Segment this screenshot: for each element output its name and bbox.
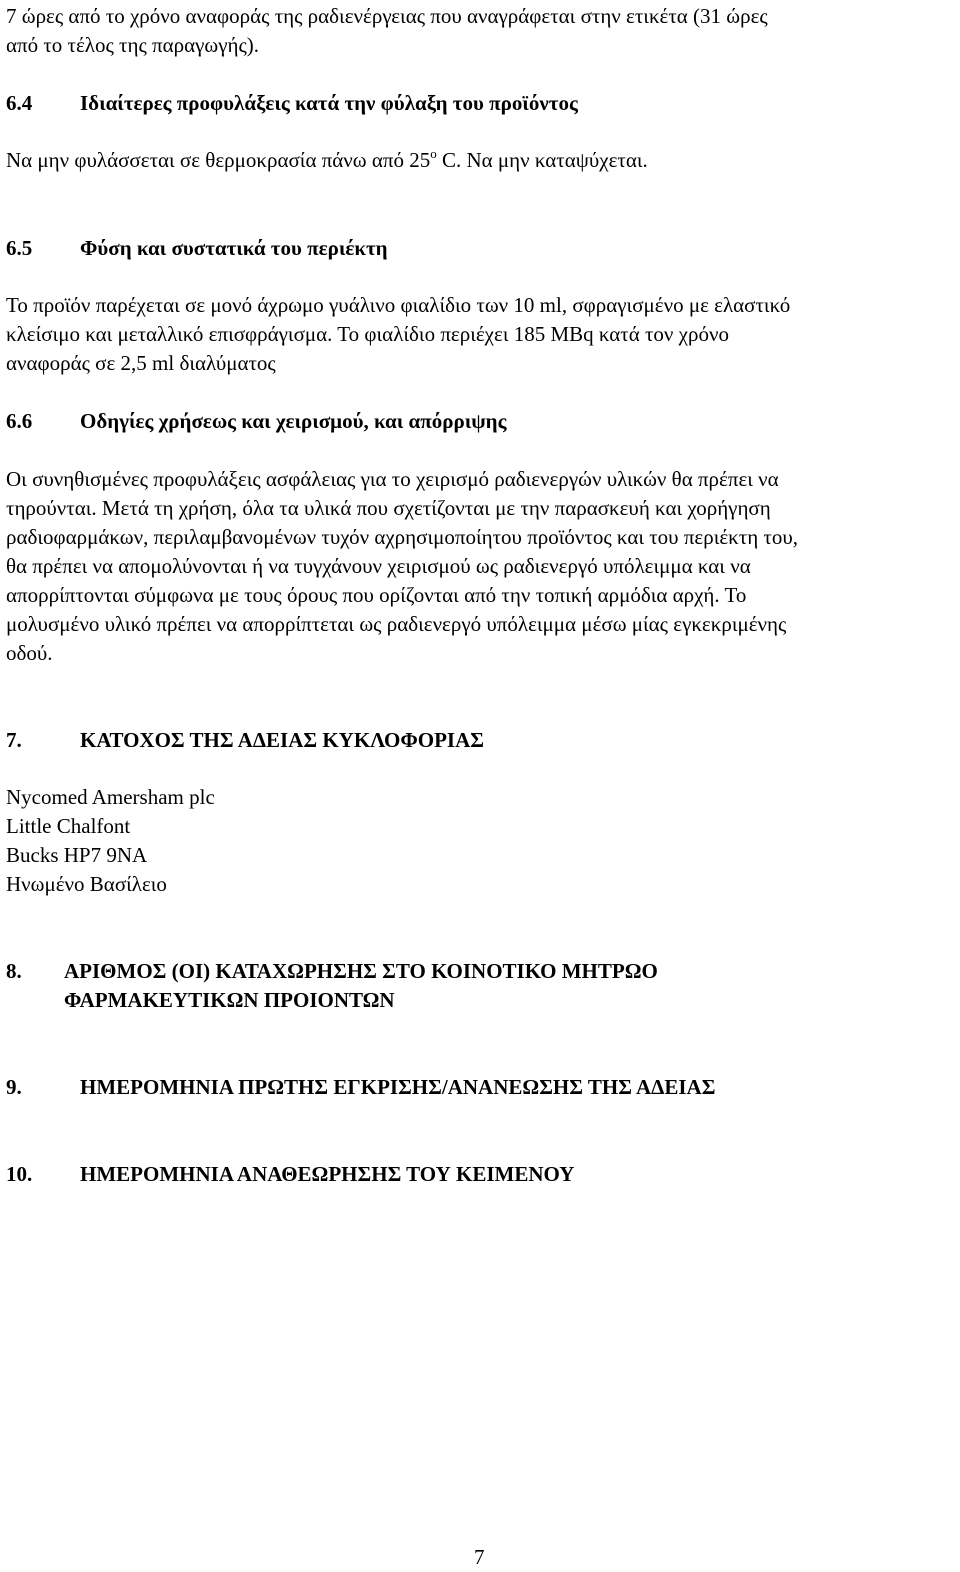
address-line: Ηνωμένο Βασίλειο (6, 872, 167, 896)
address-line: Little Chalfont (6, 814, 131, 838)
section-6-4-heading (6, 90, 578, 116)
section-7-heading (6, 727, 484, 753)
section-8-heading (6, 958, 658, 984)
section-number: 6.6 (6, 409, 33, 433)
paragraph-line: απορρίπτονται σύμφωνα με τους όρους που ορίζονται από την τοπική αρμόδια αρχή. Το (6, 583, 747, 607)
paragraph-line: τηρούνται. Μετά τη χρήση, όλα τα υλικά που σχετίζονται με την παρασκευή και χορήγηση (6, 496, 771, 520)
section-number: 6.4 (6, 91, 33, 115)
section-title: ΚΑΤΟΧΟΣ ΤΗΣ ΑΔΕΙΑΣ ΚΥΚΛΟΦΟΡΙΑΣ (80, 728, 484, 752)
section-title-line-1: ΑΡΙΘΜΟΣ (ΟΙ) ΚΑΤΑΧΩΡΗΣΗΣ ΣΤΟ ΚΟΙΝΟΤΙΚΟ ΜΗΤΡΩΟ (64, 959, 658, 983)
page-number: 7 (474, 1545, 485, 1569)
section-10-heading (6, 1161, 575, 1187)
section-number: 10. (6, 1162, 33, 1186)
paragraph-line: Οι συνηθισμένες προφυλάξεις ασφάλειας για το χειρισμό ραδιενεργών υλικών θα πρέπει να (6, 467, 779, 491)
section-title: ΗΜΕΡΟΜΗΝΙΑ ΑΝΑΘΕΩΡΗΣΗΣ ΤΟΥ ΚΕΙΜΕΝΟΥ (80, 1162, 575, 1186)
section-9-heading (6, 1074, 716, 1100)
section-6-6-heading (6, 408, 507, 434)
section-number: 6.5 (6, 236, 33, 260)
section-title: Ιδιαίτερες προφυλάξεις κατά την φύλαξη του προϊόντος (80, 91, 578, 115)
intro-line-1: 7 ώρες από το χρόνο αναφοράς της ραδιενέργειας που αναγράφεται στην ετικέτα (31 ώρες (6, 4, 768, 28)
storage-text: Να μην φυλάσσεται σε θερμοκρασία πάνω από 25 (6, 148, 431, 172)
address-line: Bucks HP7 9NA (6, 843, 148, 867)
address-line: Nycomed Amersham plc (6, 785, 215, 809)
section-title: ΗΜΕΡΟΜΗΝΙΑ ΠΡΩΤΗΣ ΕΓΚΡΙΣΗΣ/ΑΝΑΝΕΩΣΗΣ ΤΗΣ ΑΔΕΙΑΣ (80, 1075, 716, 1099)
paragraph-line: οδού. (6, 641, 53, 665)
paragraph-line: κλείσιμο και μεταλλικό επισφράγισμα. Το φιαλίδιο περιέχει 185 MBq κατά τον χρόνο (6, 322, 729, 346)
section-title: Οδηγίες χρήσεως και χειρισμού, και απόρριψης (80, 409, 507, 433)
section-number: 9. (6, 1075, 22, 1099)
section-number: 8. (6, 959, 22, 983)
paragraph-line: ραδιοφαρμάκων, περιλαμβανομένων τυχόν αχρησιμοποίητου προϊόντος και του περιέκτη του, (6, 525, 799, 549)
section-8-title-line-2: ΦΑΡΜΑΚΕΥΤΙΚΩΝ ΠΡΟΙΟΝΤΩΝ (64, 988, 395, 1012)
section-6-5-heading (6, 235, 388, 261)
paragraph-line: Το προϊόν παρέχεται σε μονό άχρωμο γυάλινο φιαλίδιο των 10 ml, σφραγισμένο με ελαστικό (6, 293, 791, 317)
degree-superscript: o (430, 146, 437, 161)
section-number: 7. (6, 728, 22, 752)
section-6-4-text (6, 147, 648, 173)
section-title: Φύση και συστατικά του περιέκτη (80, 236, 388, 260)
paragraph-line: μολυσμένο υλικό πρέπει να απορρίπτεται ως ραδιενεργό υπόλειμμα μέσω μίας εγκεκριμένης (6, 612, 787, 636)
paragraph-line: αναφοράς σε 2,5 ml διαλύματος (6, 351, 276, 375)
paragraph-line: θα πρέπει να απομολύνονται ή να τυγχάνουν χειρισμού ως ραδιενεργό υπόλειμμα και να (6, 554, 751, 578)
intro-line-2: από το τέλος της παραγωγής). (6, 33, 260, 57)
storage-text-end: C. Να μην καταψύχεται. (436, 148, 648, 172)
